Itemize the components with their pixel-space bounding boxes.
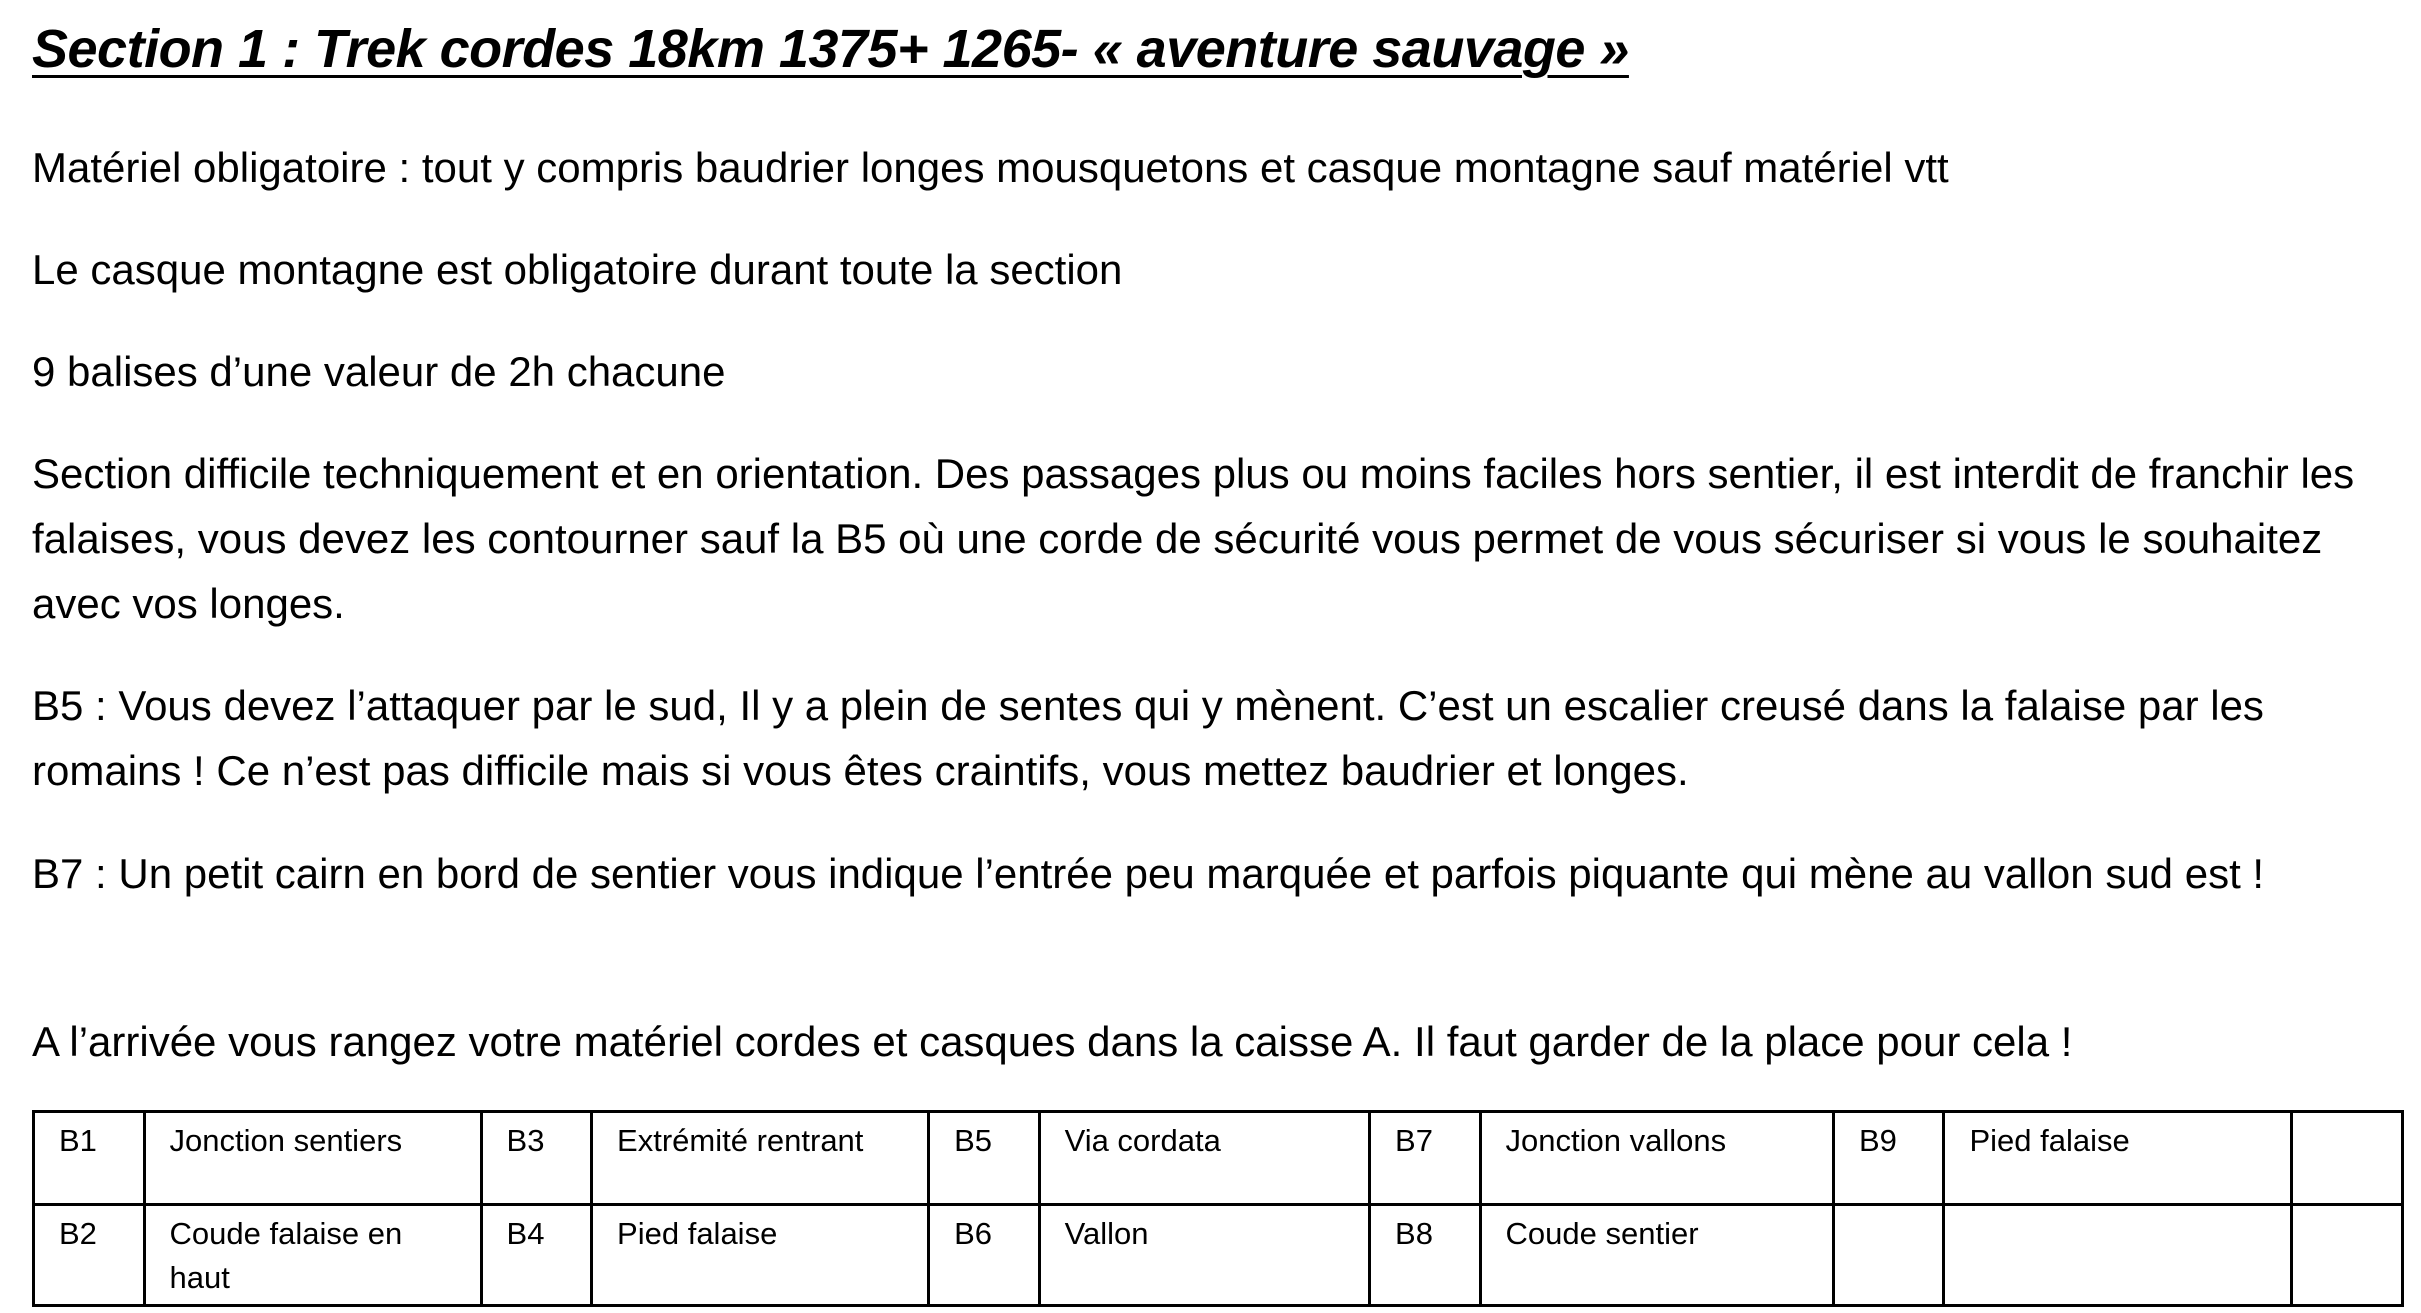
marker-id-cell: B8 xyxy=(1370,1205,1481,1306)
marker-id-cell: B5 xyxy=(929,1112,1040,1205)
empty-cell xyxy=(1833,1205,1944,1306)
table-row xyxy=(34,1205,2403,1306)
paragraph-b5-instructions: B5 : Vous devez l’attaquer par le sud, Il y a plein de sentes qui y mènent. C’est un escalier creusé dans la falaise par les romains ! Ce n’est pas difficile mais si vous êtes craintifs, vous mettez baudrier et longes. xyxy=(32,682,2264,794)
table-row xyxy=(34,1112,2403,1205)
paragraph-mandatory-equipment: Matériel obligatoire : tout y compris baudrier longes mousquetons et casque montagne sauf matériel vtt xyxy=(32,144,1949,191)
marker-name-cell: Coude falaise en haut xyxy=(144,1205,481,1306)
markers-table xyxy=(32,1110,2404,1307)
empty-cell xyxy=(2292,1112,2403,1205)
empty-cell xyxy=(2292,1205,2403,1306)
marker-id-cell: B1 xyxy=(34,1112,145,1205)
marker-name-cell: Jonction sentiers xyxy=(144,1112,481,1205)
marker-name-cell: Coude sentier xyxy=(1480,1205,1833,1306)
marker-id-cell: B7 xyxy=(1370,1112,1481,1205)
marker-id-cell: B2 xyxy=(34,1205,145,1306)
paragraph-arrival: A l’arrivée vous rangez votre matériel cordes et casques dans la caisse A. Il faut garder de la place pour cela ! xyxy=(32,1018,2073,1065)
marker-name-cell: Extrémité rentrant xyxy=(592,1112,929,1205)
empty-cell xyxy=(1944,1205,2292,1306)
marker-name-cell: Via cordata xyxy=(1039,1112,1369,1205)
section-title: Section 1 : Trek cordes 18km 1375+ 1265- « aventure sauvage » xyxy=(32,19,1629,79)
marker-id-cell: B3 xyxy=(481,1112,592,1205)
paragraph-markers-value: 9 balises d’une valeur de 2h chacune xyxy=(32,348,726,395)
paragraph-helmet-rule: Le casque montagne est obligatoire durant toute la section xyxy=(32,246,1123,293)
paragraph-b7-instructions: B7 : Un petit cairn en bord de sentier vous indique l’entrée peu marquée et parfois piquante qui mène au vallon sud est ! xyxy=(32,850,2265,897)
marker-id-cell: B9 xyxy=(1833,1112,1944,1205)
paragraph-difficulty: Section difficile techniquement et en orientation. Des passages plus ou moins faciles hors sentier, il est interdit de franchir les falaises, vous devez les contourner sauf la B5 où une corde de sécurité vous permet de vous sécuriser si vous le souhaitez avec vos longes. xyxy=(32,450,2355,627)
marker-name-cell: Jonction vallons xyxy=(1480,1112,1833,1205)
marker-name-cell: Pied falaise xyxy=(1944,1112,2292,1205)
marker-id-cell: B4 xyxy=(481,1205,592,1306)
marker-id-cell: B6 xyxy=(929,1205,1040,1306)
marker-name-cell: Vallon xyxy=(1039,1205,1369,1306)
marker-name-cell: Pied falaise xyxy=(592,1205,929,1306)
